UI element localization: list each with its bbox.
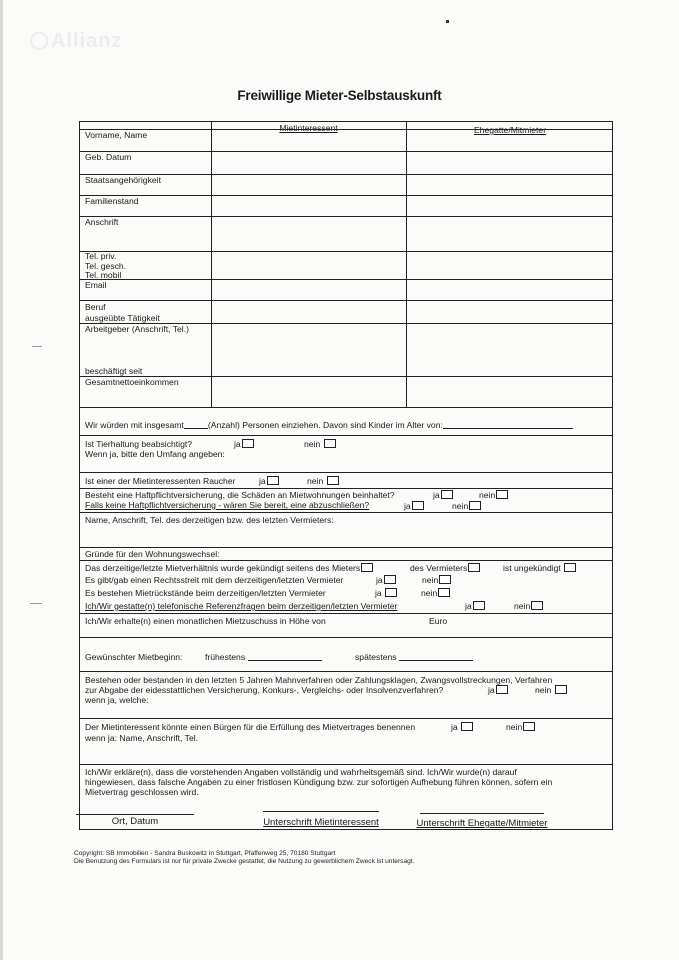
scan-speck xyxy=(446,20,449,23)
terminated-by-tenant-checkbox[interactable] xyxy=(361,563,373,572)
column-header-tenant: Mietinteressent xyxy=(279,123,338,133)
copyright-text: Copyright: SB Immobilien - Sandra Buskowitz in Stuttgart, Pfaffenweg 25, 70180 Stuttgart xyxy=(74,850,336,857)
pets-no-checkbox[interactable] xyxy=(324,439,336,448)
scan-edge xyxy=(0,0,3,960)
proceedings-yes-option: ja xyxy=(488,685,508,695)
tenant-signature-line[interactable] xyxy=(263,811,379,812)
proceedings-no-option: nein xyxy=(535,685,567,695)
start-latest: spätestens xyxy=(355,652,473,662)
label-email: Email xyxy=(85,280,107,290)
column-divider xyxy=(406,122,407,407)
persons-line: Wir würden mit insgesamt (Anzahl) Personen einziehen. Davon sind Kinder im Alter von: xyxy=(85,420,573,430)
children-age-field[interactable] xyxy=(443,428,573,429)
label-marital-status: Familienstand xyxy=(85,196,139,206)
lawsuit-question: Es gibt/gab einen Rechtsstreit mit dem derzeitigen/letzten Vermieter xyxy=(85,575,344,585)
row-divider xyxy=(80,151,612,152)
place-date-line[interactable] xyxy=(76,814,194,815)
insurance-1-no-option: nein xyxy=(479,490,508,500)
smoker-no-checkbox[interactable] xyxy=(327,476,339,485)
label-employer: Arbeitgeber (Anschrift, Tel.) xyxy=(85,324,189,334)
row-divider xyxy=(80,129,612,130)
section-divider xyxy=(80,560,612,561)
arrears-yes-checkbox[interactable] xyxy=(385,588,397,597)
not-terminated-checkbox[interactable] xyxy=(564,563,576,572)
arrears-no-checkbox[interactable] xyxy=(438,588,450,597)
references-yes-checkbox[interactable] xyxy=(473,601,485,610)
smoker-yes-checkbox[interactable] xyxy=(267,476,279,485)
punch-mark xyxy=(30,603,42,604)
label-employed-since: beschäftigt seit xyxy=(85,366,143,376)
lawsuit-no-checkbox[interactable] xyxy=(439,575,451,584)
row-divider xyxy=(80,251,612,252)
insurance-question-2: Falls keine Haftpflichtversicherung - wären Sie bereit, eine abzuschließen? xyxy=(85,500,370,510)
pets-yes-option: ja xyxy=(234,439,254,449)
arrears-no-option: nein xyxy=(421,588,450,598)
insurance-2-no-option: nein xyxy=(452,501,481,511)
section-divider xyxy=(80,547,612,548)
section-divider xyxy=(80,435,612,436)
guarantor-no-option: nein xyxy=(506,722,535,732)
section-divider xyxy=(80,637,612,638)
section-divider xyxy=(80,671,612,672)
declaration-line-3: Mietvertrag geschlossen wird. xyxy=(85,787,199,797)
insurance-1-no-checkbox[interactable] xyxy=(496,490,508,499)
subsidy-text: Ich/Wir erhalte(n) einen monatlichen Mietzuschuss in Höhe von xyxy=(85,616,326,626)
section-divider xyxy=(80,718,612,719)
punch-mark xyxy=(32,346,42,347)
guarantor-no-checkbox[interactable] xyxy=(523,722,535,731)
terminated-by-landlord-option: des Vermieters xyxy=(410,563,480,573)
label-nationality: Staatsangehörigkeit xyxy=(85,175,161,185)
row-divider xyxy=(80,216,612,217)
insurance-question-1: Besteht eine Haftpflichtversicherung, die Schäden an Mietwohnungen beinhaltet? xyxy=(85,490,395,500)
subsidy-currency: Euro xyxy=(429,616,448,626)
section-divider xyxy=(80,613,612,614)
guarantor-line-2: wenn ja: Name, Anschrift, Tel. xyxy=(85,733,199,743)
label-birthdate: Geb. Datum xyxy=(85,152,132,162)
lawsuit-yes-checkbox[interactable] xyxy=(384,575,396,584)
guarantor-line-1: Der Mietinteressent könnte einen Bürgen für die Erfüllung des Mietvertrages benennen xyxy=(85,722,416,732)
smoker-question: Ist einer der Mietinteressenten Raucher xyxy=(85,476,236,486)
column-divider xyxy=(211,122,212,407)
pets-yes-checkbox[interactable] xyxy=(242,439,254,448)
section-divider xyxy=(80,407,612,408)
allianz-watermark-logo: Allianz xyxy=(30,30,122,53)
terminated-by-landlord-checkbox[interactable] xyxy=(468,563,480,572)
usage-notice: Die Benutzung des Formulars ist nur für private Zwecke gestattet, die Nutzung zu gewerblichem Zweck ist untersagt. xyxy=(74,858,415,865)
proceedings-no-checkbox[interactable] xyxy=(555,685,567,694)
label-address: Anschrift xyxy=(85,217,119,227)
label-name: Vorname, Name xyxy=(85,130,148,140)
declaration-line-2: hingewiesen, dass falsche Angaben zu einer fristlosen Kündigung bzw. zur sofortigen Aufhebung führen können, sofern ein xyxy=(85,777,553,787)
section-divider xyxy=(80,512,612,513)
pets-no-option: nein xyxy=(304,439,336,449)
references-no-checkbox[interactable] xyxy=(531,601,543,610)
pets-question: Ist Tierhaltung beabsichtigt? xyxy=(85,439,193,449)
persons-count-field[interactable] xyxy=(184,428,208,429)
references-no-option: nein xyxy=(514,601,543,611)
lawsuit-yes-option: ja xyxy=(376,575,396,585)
start-earliest-field[interactable] xyxy=(248,660,322,661)
insurance-2-no-checkbox[interactable] xyxy=(469,501,481,510)
label-phone: Tel. priv. Tel. gesch. Tel. mobil xyxy=(85,251,127,280)
row-divider xyxy=(80,279,612,280)
section-divider xyxy=(80,764,612,765)
arrears-yes-option: ja xyxy=(375,588,397,598)
spouse-signature-line[interactable] xyxy=(420,813,544,814)
proceedings-line-3: wenn ja, welche: xyxy=(85,695,149,705)
allianz-logo-icon xyxy=(30,32,48,50)
references-question: Ich/Wir gestatte(n) telefonische Referenzfragen beim derzeitigen/letzten Vermieter xyxy=(85,601,398,611)
smoker-yes-option: ja xyxy=(259,476,279,486)
column-header-spouse: Ehegatte/Mitmieter xyxy=(473,125,547,135)
declaration-line-1: Ich/Wir erkläre(n), dass die vorstehenden Angaben vollständig und wahrheitsgemäß sind. Ich/Wir wurde(n) darauf xyxy=(85,767,517,777)
footer xyxy=(74,850,414,866)
lawsuit-no-option: nein xyxy=(422,575,451,585)
section-divider xyxy=(80,472,612,473)
proceedings-yes-checkbox[interactable] xyxy=(496,685,508,694)
proceedings-line-1: Bestehen oder bestanden in den letzten 5 Jahren Mahnverfahren oder Zahlungsklagen, Zwangsvollstreckungen, Verfahren xyxy=(85,675,553,685)
insurance-2-yes-checkbox[interactable] xyxy=(412,501,424,510)
smoker-no-option: nein xyxy=(307,476,339,486)
references-yes-option: ja xyxy=(465,601,485,611)
label-net-income: Gesamtnettoeinkommen xyxy=(85,377,179,387)
section-divider xyxy=(80,488,612,489)
row-divider xyxy=(80,195,612,196)
insurance-1-yes-option: ja xyxy=(433,490,453,500)
start-latest-field[interactable] xyxy=(399,660,473,661)
proceedings-line-2: zur Abgabe der eidesstattlichen Versicherung, Konkurs-, Vergleichs- oder Insolvenzverfahren? xyxy=(85,685,444,695)
guarantor-yes-option: ja xyxy=(451,722,473,732)
guarantor-yes-checkbox[interactable] xyxy=(461,722,473,731)
termination-question: Das derzeitige/letzte Mietverhältnis wurde gekündigt seitens des Mieters xyxy=(85,563,373,573)
arrears-question: Es bestehen Mietrückstände beim derzeitigen/letzten Vermieter xyxy=(85,588,326,598)
label-occupation: Beruf ausgeübte Tätigkeit xyxy=(85,302,160,323)
spouse-signature-label: Unterschrift Ehegatte/Mitmieter xyxy=(416,818,548,829)
start-label: Gewünschter Mietbeginn: xyxy=(85,652,183,662)
tenant-signature-label: Unterschrift Mietinteressent xyxy=(263,817,379,828)
place-date-label: Ort, Datum xyxy=(111,816,159,827)
self-disclosure-form xyxy=(79,121,613,830)
insurance-1-yes-checkbox[interactable] xyxy=(441,490,453,499)
start-earliest: frühestens xyxy=(205,652,322,662)
not-terminated-option: ist ungekündigt xyxy=(503,563,576,573)
row-divider xyxy=(80,300,612,301)
landlord-label: Name, Anschrift, Tel. des derzeitigen bzw. des letzten Vermieters: xyxy=(85,515,334,525)
reasons-label: Gründe für den Wohnungswechsel: xyxy=(85,549,220,559)
pets-followup: Wenn ja, bitte den Umfang angeben: xyxy=(85,449,225,459)
page-title: Freiwillige Mieter-Selbstauskunft xyxy=(237,88,442,103)
insurance-2-yes-option: ja xyxy=(404,501,424,511)
